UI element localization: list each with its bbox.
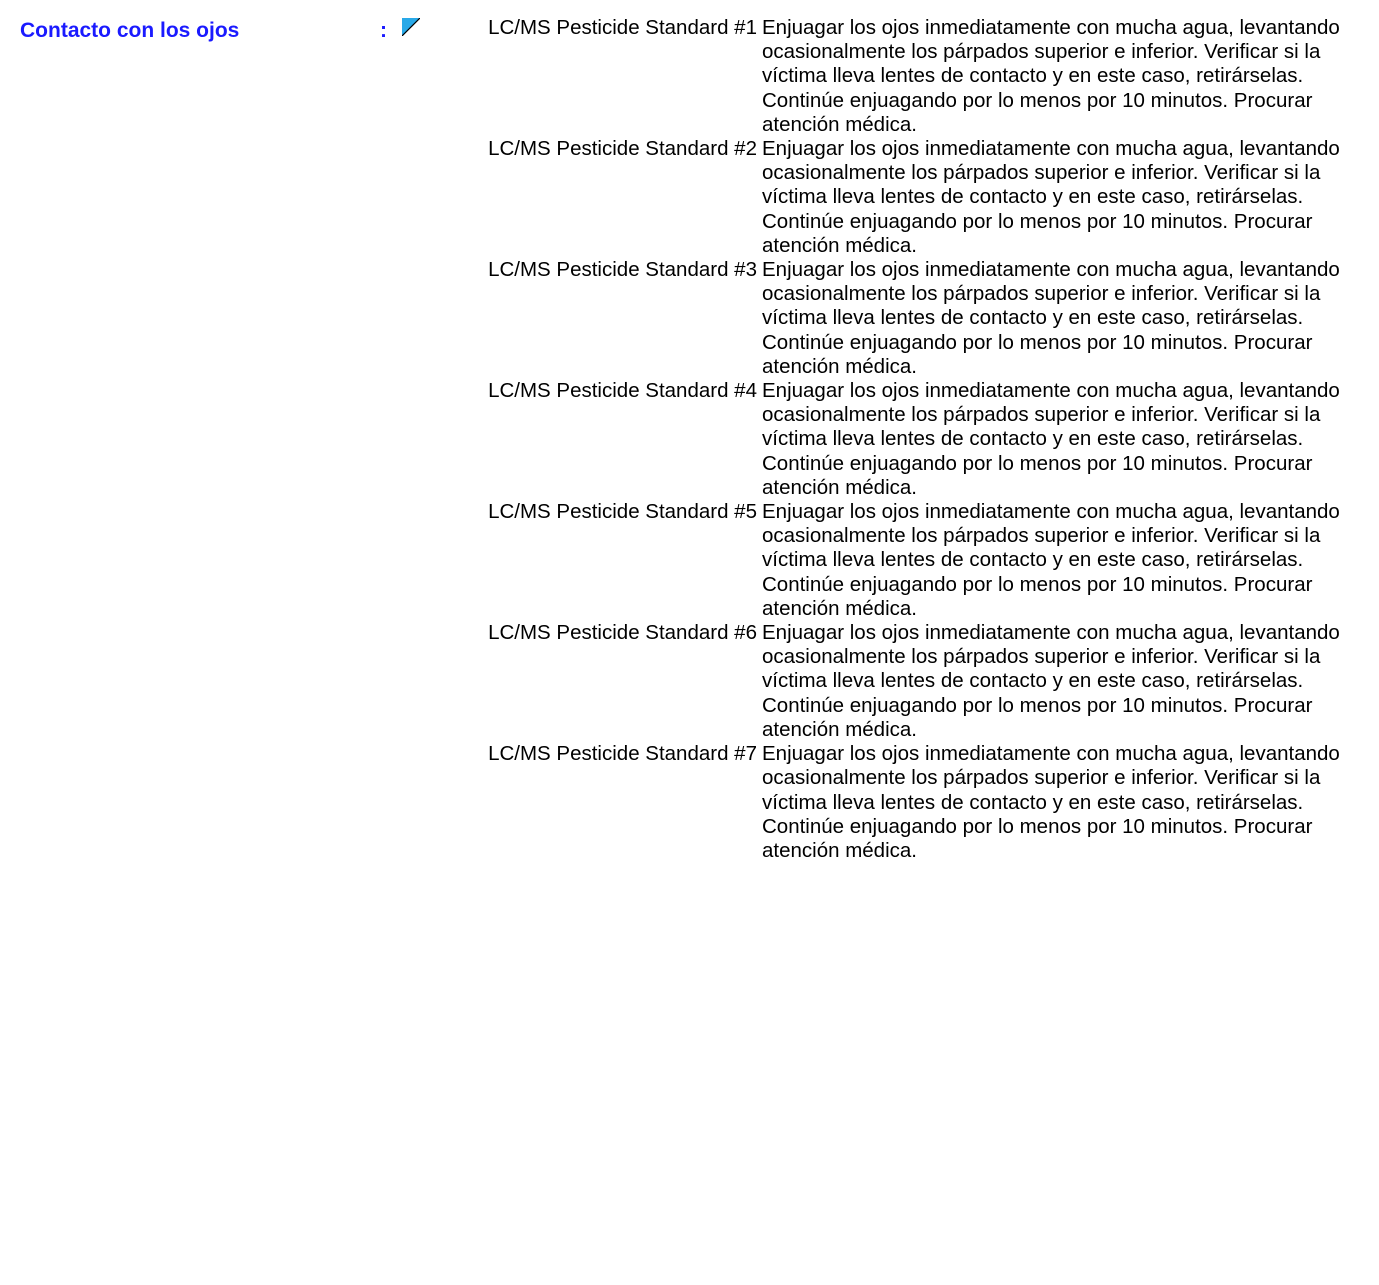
entry-product-name	[402, 16, 762, 40]
entry-row	[402, 137, 1379, 258]
entry-product-name: LC/MS Pesticide Standard #2	[488, 137, 757, 161]
entry-row	[402, 16, 1379, 137]
entry-row	[402, 258, 1379, 379]
entry-instruction: Enjuagar los ojos inmediatamente con mucha agua, levantando ocasionalmente los párpados superior e inferior. Verificar si la víctima lleva lentes de contacto y en este caso, retirárselas. Continúe enjuagando por lo menos por 10 minutos. Procurar atención médica.	[762, 16, 1340, 136]
comment-marker-icon[interactable]	[402, 18, 420, 36]
section-separator: :	[380, 19, 387, 42]
entry-product-name: LC/MS Pesticide Standard #4	[488, 379, 757, 403]
entry-product-name: LC/MS Pesticide Standard #7	[488, 742, 757, 766]
entry-product-name: LC/MS Pesticide Standard #5	[488, 500, 757, 524]
entry-row	[402, 500, 1379, 621]
entry-instruction: Enjuagar los ojos inmediatamente con mucha agua, levantando ocasionalmente los párpados superior e inferior. Verificar si la víctima lleva lentes de contacto y en este caso, retirárselas. Continúe enjuagando por lo menos por 10 minutos. Procurar atención médica.	[762, 379, 1340, 499]
entry-instruction: Enjuagar los ojos inmediatamente con mucha agua, levantando ocasionalmente los párpados superior e inferior. Verificar si la víctima lleva lentes de contacto y en este caso, retirárselas. Continúe enjuagando por lo menos por 10 minutos. Procurar atención médica.	[762, 258, 1340, 378]
entry-instruction: Enjuagar los ojos inmediatamente con mucha agua, levantando ocasionalmente los párpados superior e inferior. Verificar si la víctima lleva lentes de contacto y en este caso, retirárselas. Continúe enjuagando por lo menos por 10 minutos. Procurar atención médica.	[762, 621, 1340, 741]
entry-instruction: Enjuagar los ojos inmediatamente con mucha agua, levantando ocasionalmente los párpados superior e inferior. Verificar si la víctima lleva lentes de contacto y en este caso, retirárselas. Continúe enjuagando por lo menos por 10 minutos. Procurar atención médica.	[762, 742, 1340, 862]
entry-instruction: Enjuagar los ojos inmediatamente con mucha agua, levantando ocasionalmente los párpados superior e inferior. Verificar si la víctima lleva lentes de contacto y en este caso, retirárselas. Continúe enjuagando por lo menos por 10 minutos. Procurar atención médica.	[762, 137, 1340, 257]
entry-instruction: Enjuagar los ojos inmediatamente con mucha agua, levantando ocasionalmente los párpados superior e inferior. Verificar si la víctima lleva lentes de contacto y en este caso, retirárselas. Continúe enjuagando por lo menos por 10 minutos. Procurar atención médica.	[762, 500, 1340, 620]
entry-product-name: LC/MS Pesticide Standard #6	[488, 621, 757, 645]
entry-row	[402, 621, 1379, 742]
entry-list	[402, 16, 1379, 863]
entry-row	[402, 742, 1379, 863]
entry-product-name: LC/MS Pesticide Standard #3	[488, 258, 757, 282]
entry-row	[402, 379, 1379, 500]
section-heading: Contacto con los ojos	[20, 19, 240, 42]
entry-product-name-text: LC/MS Pesticide Standard #1	[488, 16, 757, 39]
